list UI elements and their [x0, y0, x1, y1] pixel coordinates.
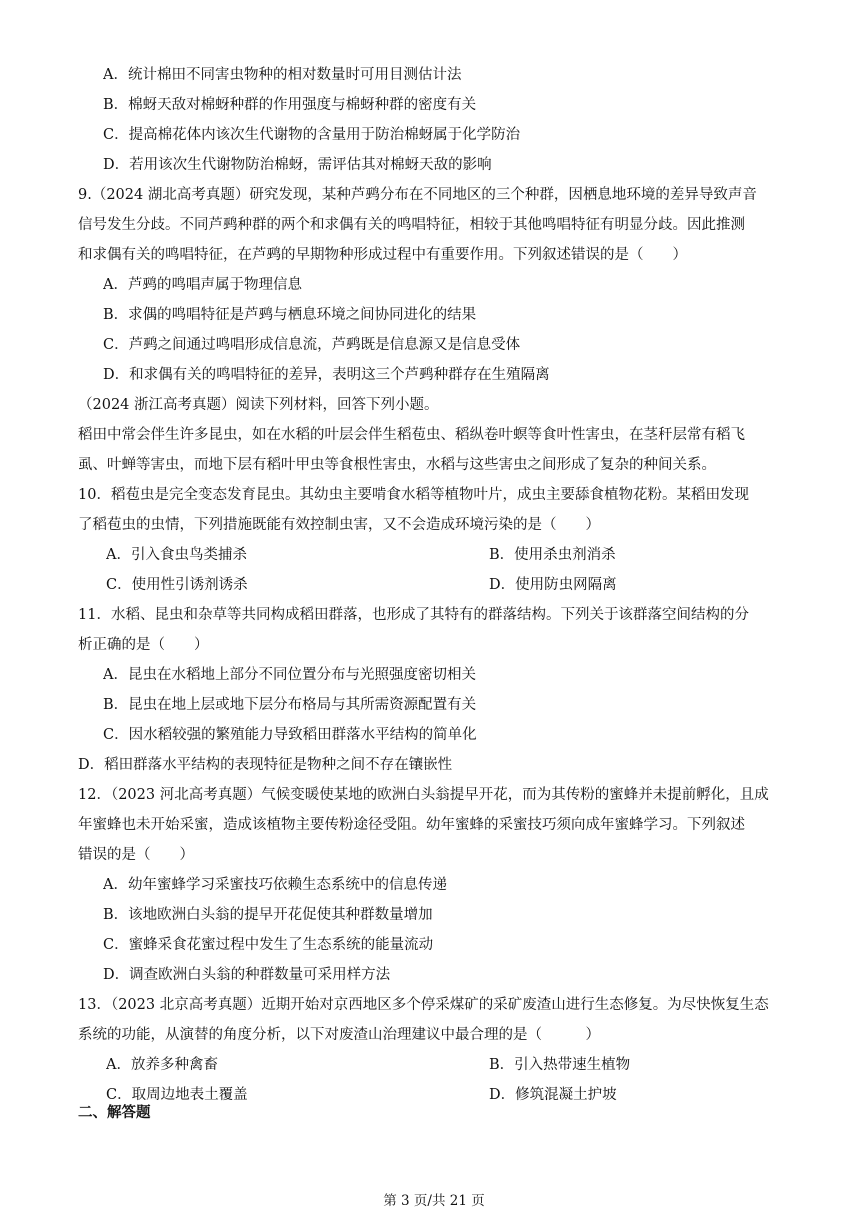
q12-stem-line-3: 错误的是（ ）: [78, 847, 194, 863]
page-footer: 第 3 页/共 21 页: [383, 1193, 485, 1209]
q10-option-c: C．使用性引诱剂诱杀: [106, 577, 248, 593]
material-intro: （2024 浙江高考真题）阅读下列材料，回答下列小题。: [78, 397, 439, 413]
q11-option-d: D．稻田群落水平结构的表现特征是物种之间不存在镶嵌性: [78, 757, 453, 773]
q8-option-c: C．提高棉花体内该次生代谢物的含量用于防治棉蚜属于化学防治: [103, 127, 521, 143]
q8-option-b: B．棉蚜天敌对棉蚜种群的作用强度与棉蚜种群的密度有关: [103, 97, 477, 113]
q13-stem-line-2: 系统的功能，从演替的角度分析，以下对废渣山治理建议中最合理的是（ ）: [78, 1027, 600, 1043]
q11-option-c: C．因水稻较强的繁殖能力导致稻田群落水平结构的简单化: [103, 727, 477, 743]
q9-option-c: C．芦鹀之间通过鸣唱形成信息流，芦鹀既是信息源又是信息受体: [103, 337, 521, 353]
q9-stem-line-2: 信号发生分歧。不同芦鹀种群的两个和求偶有关的鸣唱特征，相较于其他鸣唱特征有明显分歧。因此推测: [78, 217, 745, 233]
q10-options-row-1: [106, 545, 826, 565]
q8-option-d: D．若用该次生代谢物防治棉蚜，需评估其对棉蚜天敌的影响: [103, 157, 492, 173]
material-text-line-1: 稻田中常会伴生许多昆虫，如在水稻的叶层会伴生稻苞虫、稻纵卷叶螟等食叶性害虫，在茎秆层常有稻飞: [78, 427, 745, 443]
q8-option-a: A．统计棉田不同害虫物种的相对数量时可用目测估计法: [103, 67, 462, 83]
q13-option-c: C．取周边地表土覆盖: [106, 1087, 248, 1103]
q12-stem-line-2: 年蜜蜂也未开始采蜜，造成该植物主要传粉途径受阻。幼年蜜蜂的采蜜技巧须向成年蜜蜂学习。下列叙述: [78, 817, 745, 833]
q9-stem-line-3: 和求偶有关的鸣唱特征，在芦鹀的早期物种形成过程中有重要作用。下列叙述错误的是（ ）: [78, 247, 687, 263]
q11-option-a: A．昆虫在水稻地上部分不同位置分布与光照强度密切相关: [103, 667, 476, 683]
q10-option-b: B．使用杀虫剂消杀: [489, 547, 616, 563]
q11-stem-line-2: 析正确的是（ ）: [78, 637, 209, 653]
q13-stem-line-1: 13．（2023 北京高考真题）近期开始对京西地区多个停采煤矿的采矿废渣山进行生态修复。为尽快恢复生态: [78, 997, 769, 1013]
q9-option-d: D．和求偶有关的鸣唱特征的差异，表明这三个芦鹀种群存在生殖隔离: [103, 367, 550, 383]
q12-option-a: A．幼年蜜蜂学习采蜜技巧依赖生态系统中的信息传递: [103, 877, 447, 893]
q13-option-a: A．放养多种禽畜: [106, 1057, 218, 1073]
q12-stem-line-1: 12．（2023 河北高考真题）气候变暖使某地的欧洲白头翁提早开花，而为其传粉的蜜蜂并未提前孵化，且成: [78, 787, 769, 803]
material-text-line-2: 虱、叶蝉等害虫，而地下层有稻叶甲虫等食根性害虫，水稻与这些害虫之间形成了复杂的种间关系。: [78, 457, 716, 473]
q10-option-d: D．使用防虫网隔离: [489, 577, 617, 593]
q10-stem-line-1: 10．稻苞虫是完全变态发育昆虫。其幼虫主要啃食水稻等植物叶片，成虫主要舔食植物花粉。某稻田发现: [78, 487, 749, 503]
q11-stem-line-1: 11．水稻、昆虫和杂草等共同构成稻田群落，也形成了其特有的群落结构。下列关于该群落空间结构的分: [78, 607, 749, 623]
q10-options-row-2: [106, 575, 826, 595]
q10-stem-line-2: 了稻苞虫的虫情，下列措施既能有效控制虫害，又不会造成环境污染的是（ ）: [78, 517, 600, 533]
q13-options-row-1: [106, 1055, 826, 1075]
q12-option-b: B．该地欧洲白头翁的提早开花促使其种群数量增加: [103, 907, 433, 923]
q11-option-b: B．昆虫在地上层或地下层分布格局与其所需资源配置有关: [103, 697, 477, 713]
section-heading: 二、解答题: [78, 1104, 151, 1121]
q13-options-row-2: [106, 1085, 826, 1105]
q10-option-a: A．引入食虫鸟类捕杀: [106, 547, 247, 563]
q12-option-c: C．蜜蜂采食花蜜过程中发生了生态系统的能量流动: [103, 937, 434, 953]
q9-stem-line-1: 9.（2024 湖北高考真题）研究发现，某种芦鹀分布在不同地区的三个种群，因栖息地环境的差异导致声音: [78, 187, 757, 203]
q9-option-b: B．求偶的鸣唱特征是芦鹀与栖息环境之间协同进化的结果: [103, 307, 477, 323]
q13-option-d: D．修筑混凝土护坡: [489, 1087, 617, 1103]
q9-option-a: A．芦鹀的鸣唱声属于物理信息: [103, 277, 302, 293]
q13-option-b: B．引入热带速生植物: [489, 1057, 631, 1073]
q12-option-d: D．调查欧洲白头翁的种群数量可采用样方法: [103, 967, 391, 983]
